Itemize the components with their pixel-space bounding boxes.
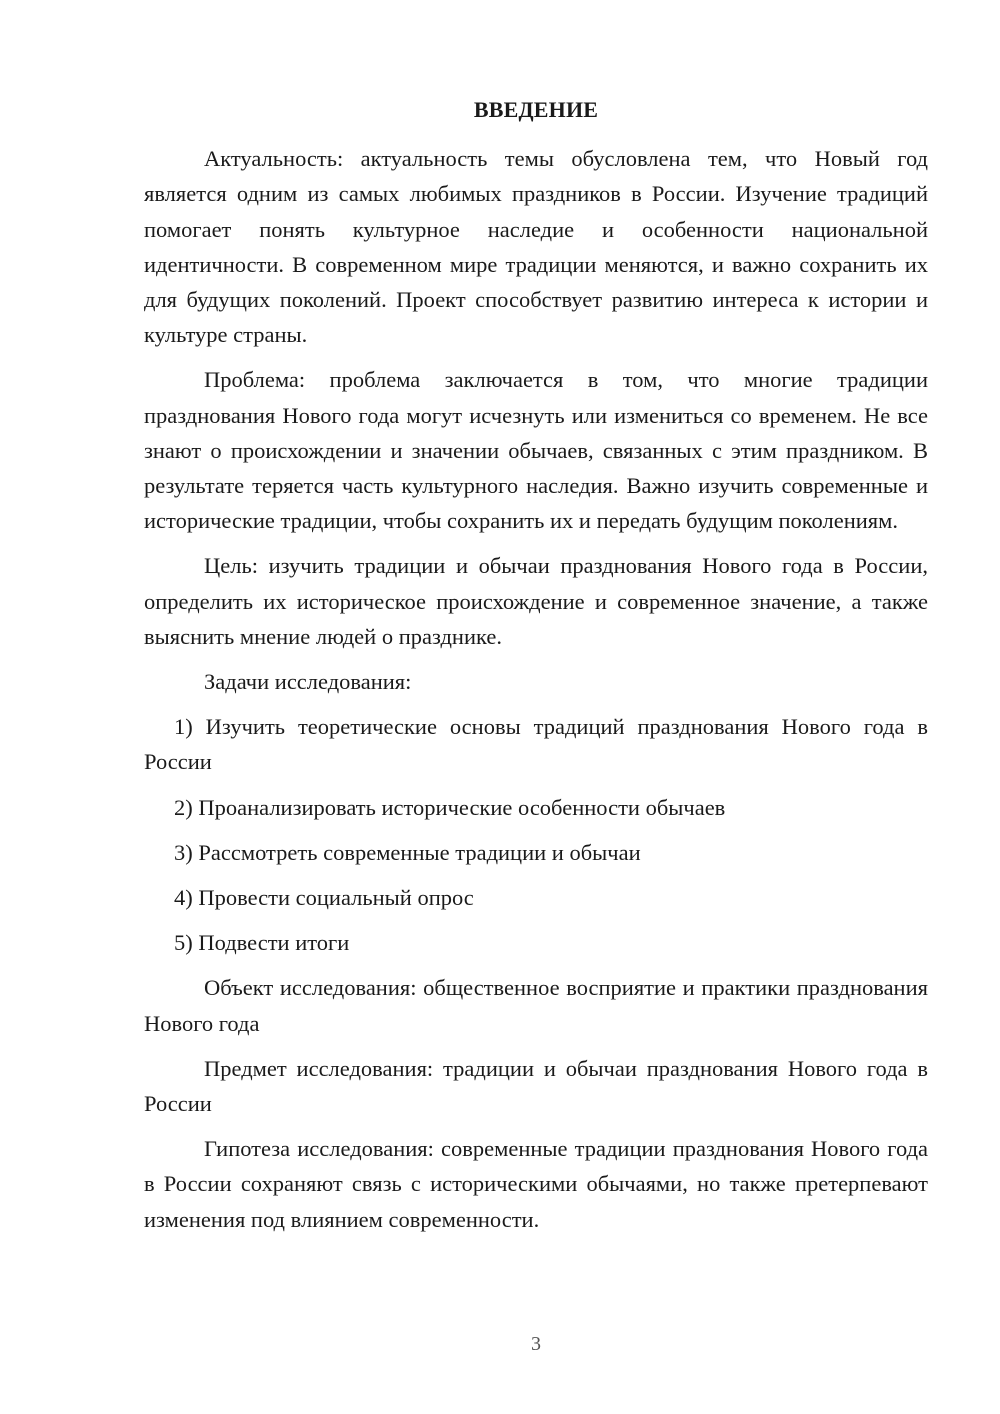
task-item-2: 2) Проанализировать исторические особенности обычаев (174, 794, 726, 820)
tasks-heading: Задачи исследования: (204, 669, 412, 695)
task-item-1: 1) Изучить теоретические основы традиций празднования Нового года в России (144, 714, 928, 775)
task-item-3: 3) Рассмотреть современные традиции и обычаи (174, 839, 641, 865)
relevance-paragraph: Актуальность: актуальность темы обусловлена тем, что Новый год является одним из самых любимых праздников в России. Изучение традиций помогает понять культурное наследие и особенности национальной идентичности. В современном мире традиции меняются, и важно сохранить их для будущих поколений. Проект способствует развитию интереса к истории и культуре страны. (144, 146, 928, 348)
document-body (144, 92, 928, 1247)
section-title: ВВЕДЕНИЕ (473, 97, 599, 122)
goal-paragraph: Цель: изучить традиции и обычаи празднования Нового года в России, определить их историческое происхождение и современное значение, а также выяснить мнение людей о празднике. (144, 553, 928, 649)
subject-paragraph: Предмет исследования: традиции и обычаи празднования Нового года в России (144, 1055, 928, 1117)
hypothesis-paragraph: Гипотеза исследования: современные традиции празднования Нового года в России сохраняют связь с историческими обычаями, но также претерпевают изменения под влиянием современности. (144, 1136, 928, 1232)
task-item-4: 4) Провести социальный опрос (174, 885, 474, 911)
problem-paragraph: Проблема: проблема заключается в том, что многие традиции празднования Нового года могут исчезнуть или измениться со временем. Не все знают о происхождении и значении обычаев, связанных с этим праздником. В результате теряется часть культурного наследия. Важно изучить современные и исторические традиции, чтобы сохранить их и передать будущим поколениям. (144, 367, 928, 534)
task-item-5: 5) Подвести итоги (174, 930, 350, 956)
page-number: 3 (531, 1333, 541, 1355)
object-paragraph: Объект исследования: общественное восприятие и практики празднования Нового года (144, 975, 928, 1036)
